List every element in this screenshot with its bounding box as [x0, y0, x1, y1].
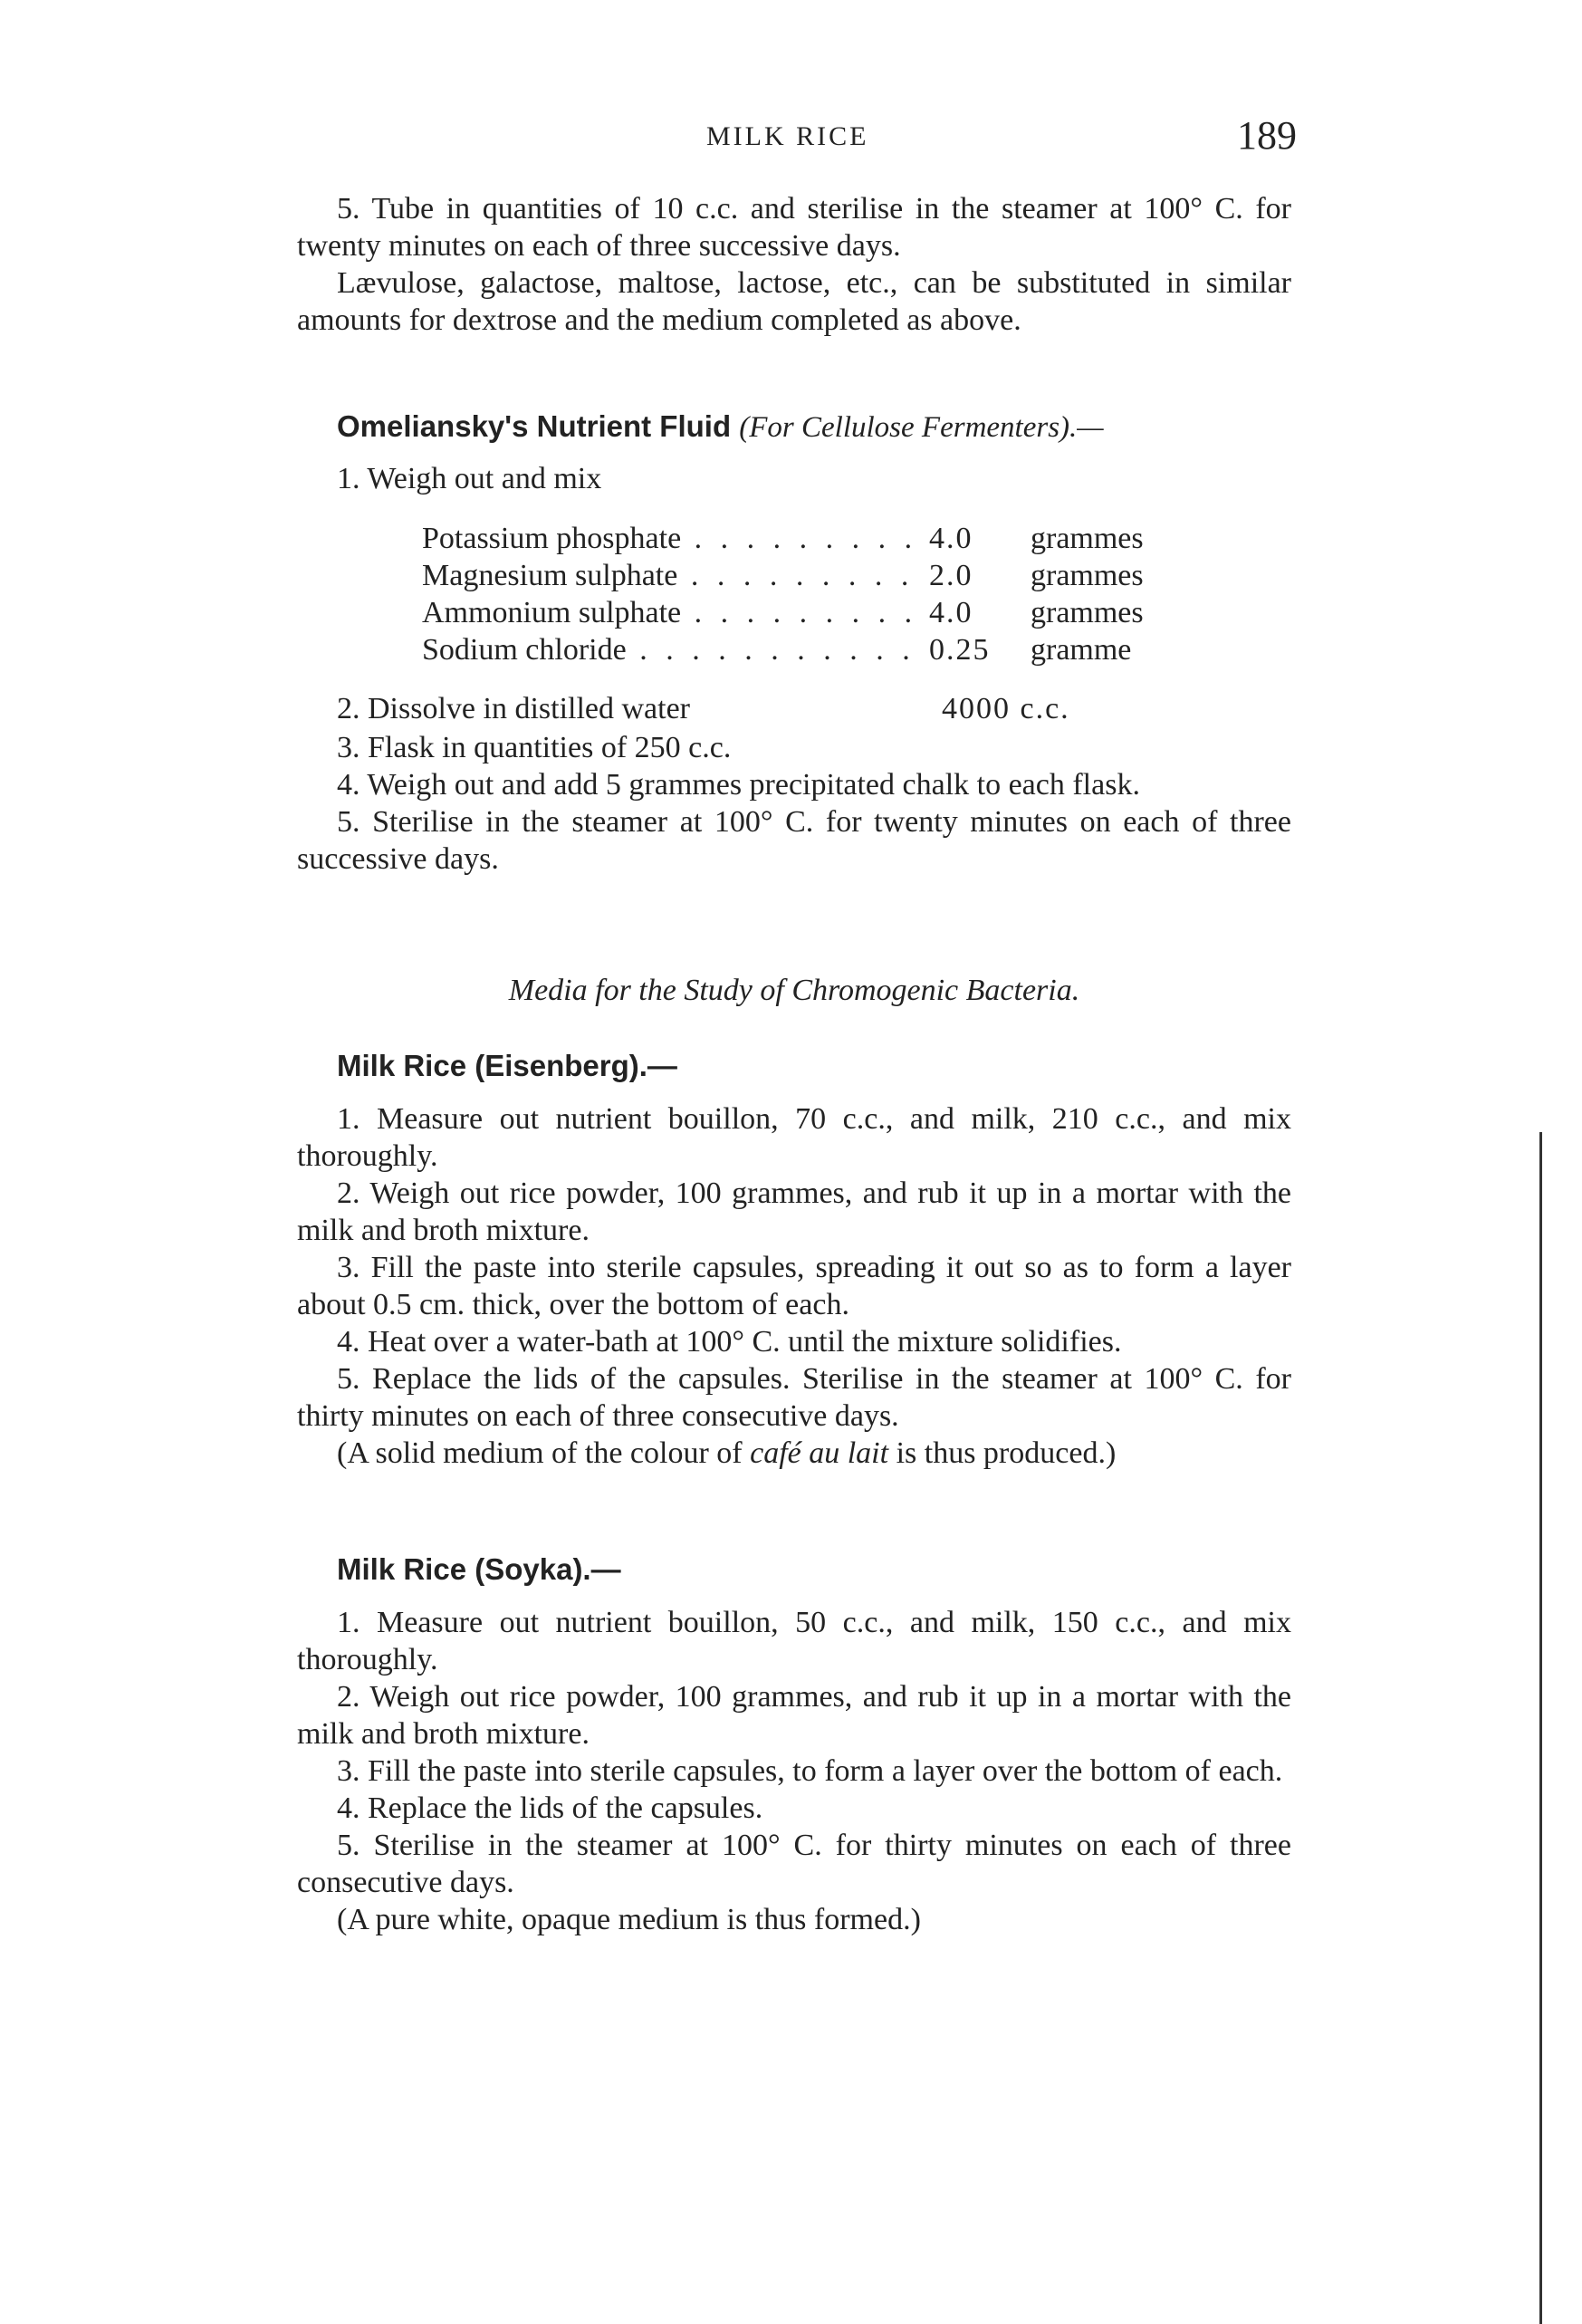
soyka-steps — [297, 1604, 1291, 1938]
step-2-label: 2. Dissolve in distilled water — [337, 692, 691, 725]
ingredient-row — [422, 631, 1212, 668]
ingredient-qty: 0.25 — [929, 633, 991, 667]
step: 4. Weigh out and add 5 grammes precipitated chalk to each flask. — [337, 768, 1140, 802]
section-title: Media for the Study of Chromogenic Bacteria. — [508, 974, 1080, 1007]
ingredient-row — [422, 557, 1212, 594]
running-head: MILK RICE — [706, 121, 869, 151]
ingredient-row — [422, 520, 1212, 557]
step: 2. Weigh out rice powder, 100 grammes, and rub it up in a mortar with the milk and broth mixture. — [297, 1176, 1291, 1247]
ingredient-row — [422, 594, 1212, 631]
step: 3. Fill the paste into sterile capsules, to form a layer over the bottom of each. — [337, 1754, 1283, 1788]
step: 5. Replace the lids of the capsules. Sterilise in the steamer at 100° C. for thirty minutes on each of three consecutive days. — [297, 1362, 1291, 1433]
note-end: is thus produced.) — [888, 1436, 1117, 1470]
step: 5. Sterilise in the steamer at 100° C. for thirty minutes on each of three consecutive days. — [297, 1829, 1291, 1899]
note-start: (A solid medium of the colour of — [337, 1436, 751, 1470]
step: 4. Heat over a water-bath at 100° C. until the mixture solidifies. — [337, 1325, 1122, 1359]
note — [297, 1435, 1291, 1472]
eisenberg-steps — [297, 1100, 1291, 1472]
step: 2. Weigh out rice powder, 100 grammes, and rub it up in a mortar with the milk and broth mixture. — [297, 1680, 1291, 1751]
margin-rule — [1539, 1132, 1542, 2324]
omeliansky-steps — [297, 729, 1291, 878]
ingredient-unit: gramme — [1031, 633, 1132, 667]
omeliansky-heading — [337, 409, 1104, 445]
omeliansky-step-2 — [337, 692, 1070, 726]
ingredient-qty: 4.0 — [929, 596, 973, 629]
paragraph: 5. Tube in quantities of 10 c.c. and sterilise in the steamer at 100° C. for twenty minutes on each of three successive days. — [297, 192, 1291, 263]
ingredient-table — [422, 520, 1212, 668]
step: 4. Replace the lids of the capsules. — [337, 1791, 763, 1825]
ingredient-unit: grammes — [1031, 559, 1144, 592]
step: 3. Fill the paste into sterile capsules, spreading it out so as to form a layer about 0.5 cm. thick, over the bottom of each. — [297, 1251, 1291, 1321]
ingredient-name: Sodium chloride . . . — [422, 631, 929, 668]
eisenberg-heading: Milk Rice (Eisenberg).— — [337, 1049, 677, 1082]
ingredient-unit: grammes — [1031, 522, 1144, 555]
ingredient-name: Ammonium sulphate . . . — [422, 594, 929, 631]
ingredient-name: Magnesium sulphate . . . — [422, 557, 929, 594]
ingredient-unit: grammes — [1031, 596, 1144, 629]
heading-subtitle: (For Cellulose Fermenters).— — [739, 411, 1104, 444]
paragraph: Lævulose, galactose, maltose, lactose, etc., can be substituted in similar amounts for dextrose and the medium completed as above. — [297, 266, 1291, 337]
note: (A pure white, opaque medium is thus formed.) — [337, 1903, 921, 1936]
step-2-quantity: 4000 c.c. — [942, 692, 1070, 725]
step: 5. Sterilise in the steamer at 100° C. for twenty minutes on each of three successive days. — [297, 805, 1291, 876]
step: 3. Flask in quantities of 250 c.c. — [337, 731, 732, 764]
heading-title: Omeliansky's Nutrient Fluid — [337, 409, 732, 443]
page-number: 189 — [1237, 113, 1297, 158]
step: 1. Measure out nutrient bouillon, 50 c.c., and milk, 150 c.c., and mix thoroughly. — [297, 1606, 1291, 1676]
ingredient-name: Potassium phosphate . . . — [422, 520, 929, 557]
step: 1. Measure out nutrient bouillon, 70 c.c., and milk, 210 c.c., and mix thoroughly. — [297, 1102, 1291, 1173]
ingredient-qty: 4.0 — [929, 522, 973, 555]
intro-text — [297, 190, 1291, 339]
omeliansky-step-1: 1. Weigh out and mix — [337, 462, 602, 495]
note-italic: café au lait — [750, 1436, 889, 1470]
soyka-heading: Milk Rice (Soyka).— — [337, 1552, 621, 1586]
ingredient-qty: 2.0 — [929, 559, 973, 592]
